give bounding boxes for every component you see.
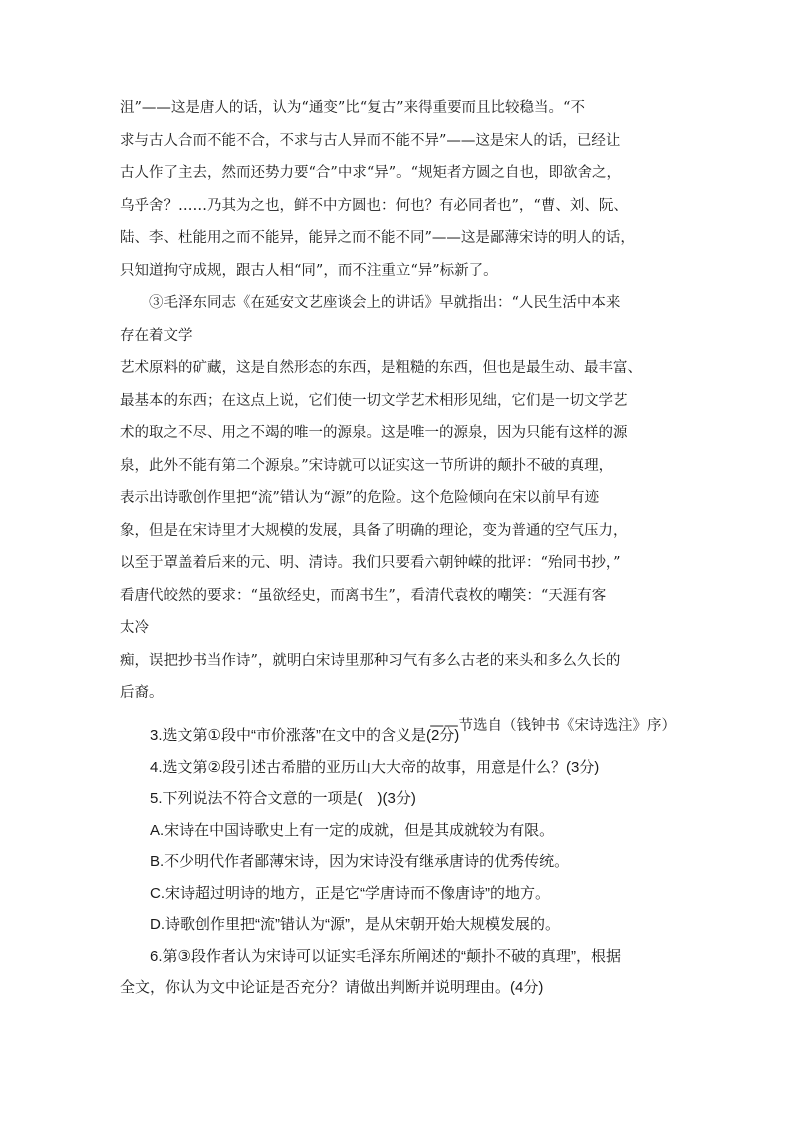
option-c: C.宋诗超过明诗的地方，正是它“学唐诗而不像唐诗”的地方。 bbox=[150, 884, 550, 902]
question-6: 6.第③段作者认为宋诗可以证实毛泽东所阐述的“颠扑不破的真理”，根据 bbox=[150, 947, 621, 965]
passage-line: 古人作了主去，然而还势力要“合”中求“异”。“规矩者方圆之自也，即欲舍之， bbox=[120, 165, 622, 181]
paragraph-3-start: ③毛泽东同志《在延安文艺座谈会上的讲话》早就指出：“人民生活中本来 bbox=[149, 295, 621, 311]
question-3: 3.选文第①段中“市价涨落”在文中的含义是(2分) bbox=[150, 727, 460, 744]
question-4: 4.选文第②段引述古希腊的亚历山大大帝的故事，用意是什么？(3分) bbox=[150, 758, 600, 776]
option-d: D.诗歌创作里把“流”错认为“源”，是从宋朝开始大规模发展的。 bbox=[150, 916, 560, 933]
passage bbox=[120, 92, 680, 742]
passage-line: 泉，此外不能有第二个源泉。”宋诗就可以证实这一节所讲的颠扑不破的真理， bbox=[120, 457, 614, 474]
question-5: 5.下列说法不符合文意的一项是( )(3分) bbox=[150, 790, 416, 807]
passage-line: 象，但是在宋诗里才大规模的发展，具备了明确的理论，变为普通的空气压力， bbox=[120, 522, 628, 539]
passage-line: 存在着文学 bbox=[120, 327, 193, 344]
passage-line: 沮”——这是唐人的话，认为“通变”比“复古”来得重要而且比较稳当。“不 bbox=[120, 100, 585, 116]
question-list bbox=[120, 720, 680, 1004]
passage-line: 只知道拘守成规，跟古人相“同”，而不注重立“异”标新了。 bbox=[120, 262, 498, 279]
option-b: B.不少明代作者鄙薄宋诗，因为宋诗没有继承唐诗的优秀传统。 bbox=[150, 853, 570, 870]
passage-line: 艺术原料的矿藏，这是自然形态的东西，是粗糙的东西，但也是最生动、最丰富、 bbox=[120, 360, 642, 376]
option-a: A.宋诗在中国诗歌史上有一定的成就，但是其成就较为有限。 bbox=[150, 821, 555, 839]
passage-line: 陆、李、杜能用之而不能异，能异之而不能不同”——这是鄙薄宋诗的明人的话， bbox=[120, 230, 635, 246]
passage-line: 乌乎舍？……乃其为之也，鲜不中方圆也：何也？有必同者也”，“曹、刘、阮、 bbox=[120, 197, 628, 214]
passage-line: 求与古人合而不能不合，不求与古人异而不能不异”——这是宋人的话，已经让 bbox=[120, 132, 621, 149]
passage-line: 表示出诗歌创作里把“流”错认为“源”的危险。这个危险倾向在宋以前早有迹 bbox=[120, 490, 600, 506]
passage-line: 以至于罩盖着后来的元、明、清诗。我们只要看六朝钟嵘的批评：“殆同书抄，” bbox=[120, 555, 621, 571]
passage-line: 太冷 bbox=[120, 620, 149, 636]
passage-line: 看唐代皎然的要求：“虽欲经史，而离书生”，看清代袁枚的嘲笑：“天涯有客 bbox=[120, 587, 607, 604]
passage-line: 痴，误把抄书当作诗”，就明白宋诗里那种习气有多么古老的来头和多么久长的 bbox=[120, 652, 621, 669]
question-6-continued: 全文，你认为文中论证是否充分？请做出判断并说明理由。(4分) bbox=[120, 979, 544, 996]
passage-line: 最基本的东西；在这点上说，它们使一切文学艺术相形见绌，它们是一切文学艺 bbox=[120, 392, 628, 409]
passage-source: ——节选自（钱钟书《宋诗选注》序） bbox=[429, 717, 676, 734]
passage-line: 术的取之不尽、用之不竭的唯一的源泉。这是唯一的源泉，因为只能有这样的源 bbox=[120, 425, 628, 441]
passage-line: 后裔。 bbox=[120, 685, 164, 701]
